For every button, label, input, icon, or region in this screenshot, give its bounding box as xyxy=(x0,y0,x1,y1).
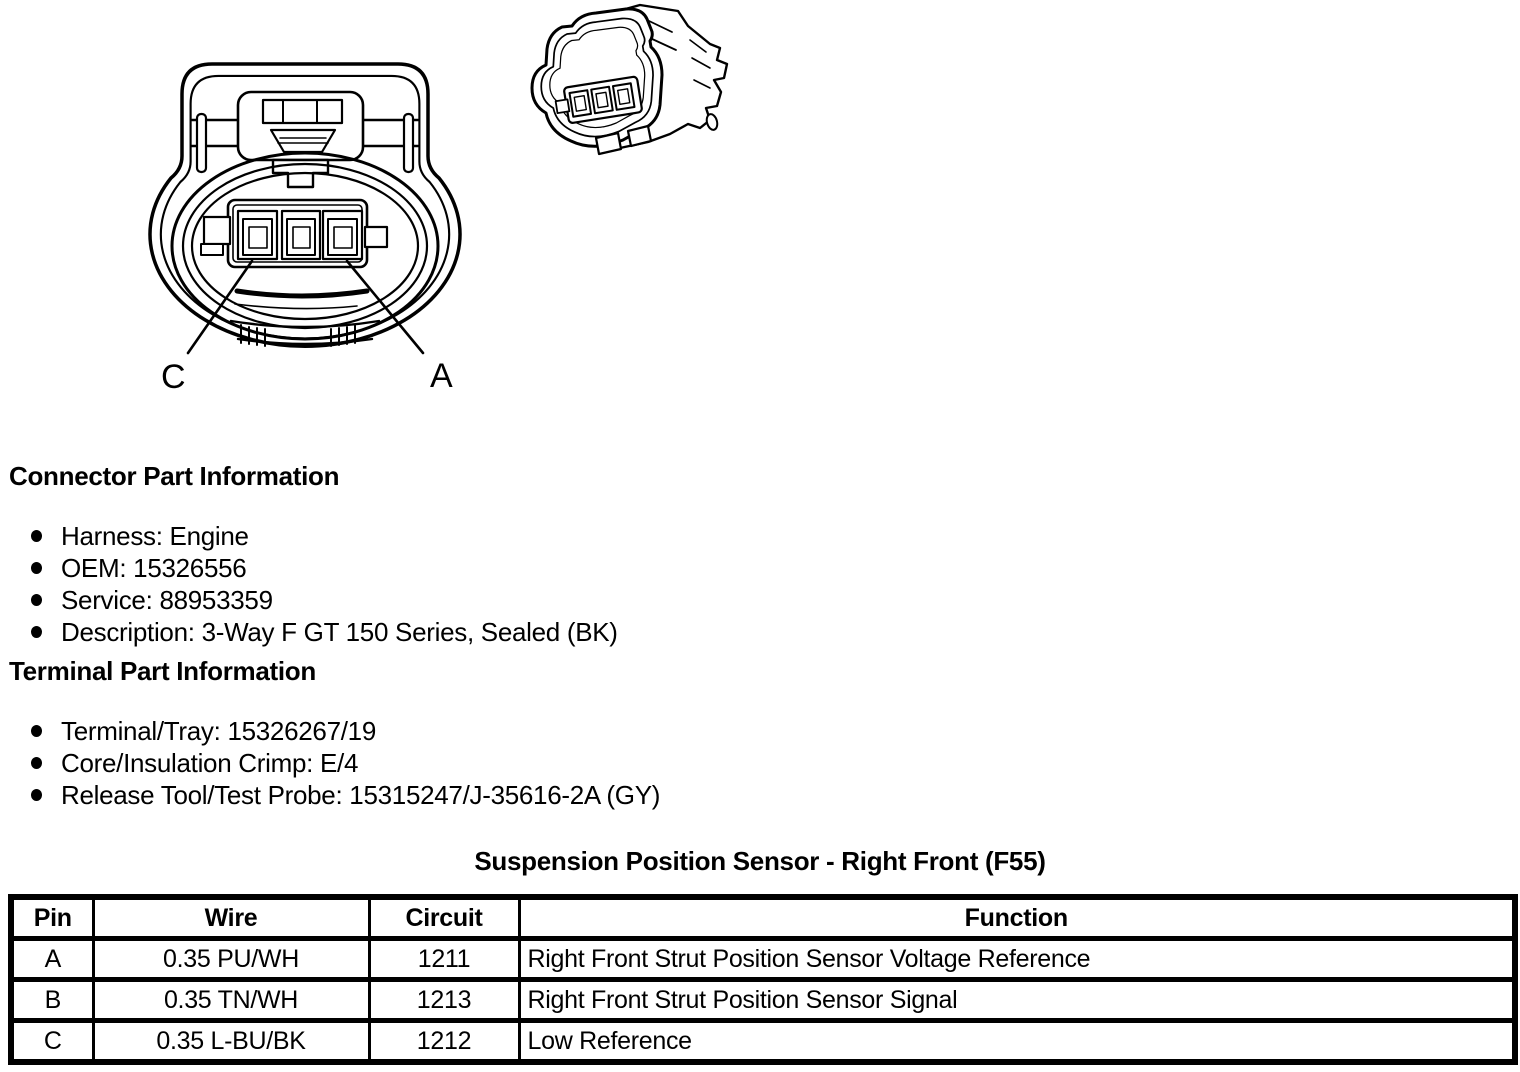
circuit-cell: 1211 xyxy=(369,939,519,980)
wire-seal xyxy=(705,113,719,131)
bullet-icon xyxy=(31,789,42,801)
circuit-cell: 1213 xyxy=(369,980,519,1021)
table-row xyxy=(11,1021,1515,1063)
pin-label-a: A xyxy=(430,357,453,395)
bullet-icon xyxy=(31,594,42,606)
bullet-icon xyxy=(31,626,42,638)
wire-cell: 0.35 TN/WH xyxy=(93,980,369,1021)
list-item: Core/Insulation Crimp: E/4 xyxy=(0,747,900,779)
bullet-icon xyxy=(31,757,42,769)
lock-tab xyxy=(238,92,363,160)
index-tab-left xyxy=(204,217,230,244)
front-view-connector-diagram xyxy=(145,50,465,405)
table-row xyxy=(11,939,1515,980)
mount-foot xyxy=(596,133,621,154)
list-item: Release Tool/Test Probe: 15315247/J-35616-2A (GY) xyxy=(0,779,900,811)
pinout-table-title: Suspension Position Sensor - Right Front (F55) xyxy=(474,846,1046,876)
pin-cell: B xyxy=(11,980,93,1021)
bullet-icon xyxy=(31,562,42,574)
connector-part-info-heading: Connector Part Information xyxy=(9,461,340,491)
list-item: Service: 88953359 xyxy=(0,584,900,616)
connector-part-info-list xyxy=(0,520,900,648)
pin-header: Pin xyxy=(11,897,93,939)
wire-header: Wire xyxy=(93,897,369,939)
index-tab-right xyxy=(365,227,387,247)
list-item: OEM: 15326556 xyxy=(0,552,900,584)
list-item: Description: 3-Way F GT 150 Series, Sealed (BK) xyxy=(0,616,900,648)
list-item: Terminal/Tray: 15326267/19 xyxy=(0,715,900,747)
function-cell: Right Front Strut Position Sensor Voltage Reference xyxy=(519,939,1515,980)
function-header: Function xyxy=(519,897,1515,939)
perspective-view-connector-diagram xyxy=(520,0,740,160)
function-cell: Right Front Strut Position Sensor Signal xyxy=(519,980,1515,1021)
table-row xyxy=(11,980,1515,1021)
terminal-part-info-heading: Terminal Part Information xyxy=(9,656,316,686)
terminal-part-info-list xyxy=(0,715,900,811)
bullet-icon xyxy=(31,725,42,737)
bullet-icon xyxy=(31,530,42,542)
right-rail xyxy=(404,114,413,172)
list-item: Harness: Engine xyxy=(0,520,900,552)
table-header-row xyxy=(11,897,1515,939)
wire-cell: 0.35 PU/WH xyxy=(93,939,369,980)
pin-label-c: C xyxy=(161,358,186,396)
pinout-table xyxy=(8,894,1518,1065)
pin-cell: A xyxy=(11,939,93,980)
pin-cell: C xyxy=(11,1021,93,1063)
function-cell: Low Reference xyxy=(519,1021,1515,1063)
circuit-header: Circuit xyxy=(369,897,519,939)
left-rail xyxy=(197,114,206,172)
circuit-cell: 1212 xyxy=(369,1021,519,1063)
wire-cell: 0.35 L-BU/BK xyxy=(93,1021,369,1063)
